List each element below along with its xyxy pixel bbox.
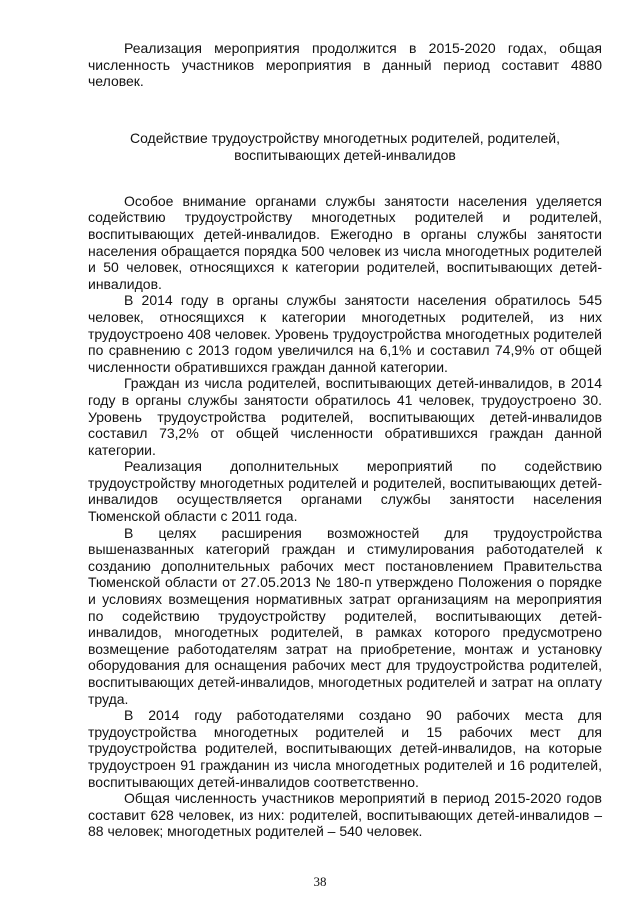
intro-paragraph: Реализация мероприятия продолжится в 2015-2020 годах, общая численность участников мероприятия в данный период составит 4880 человек.: [88, 40, 602, 90]
paragraph-additional-measures: Реализация дополнительных мероприятий по содействию трудоустройству многодетных родителей и родителей, воспитывающих детей-инвалидов осуществляется органами службы занятости населения Тюменской области с 2011 года.: [88, 458, 602, 525]
paragraph-2014-workplaces: В 2014 году работодателями создано 90 рабочих места для трудоустройства многодетных родителей и 15 рабочих мест для трудоустройства родителей, воспитывающих детей-инвалидов, на которые трудоустроен 91 гражданин из числа многодетных родителей и 16 родителей, воспитывающих детей-инвалидов соответственно.: [88, 707, 602, 790]
paragraph-special-attention: Особое внимание органами службы занятости населения уделяется содействию трудоустройству многодетных родителей и родителей, воспитывающих детей-инвалидов. Ежегодно в органы службы занятости населения обращается порядка 500 человек из числа многодетных родителей и 50 человек, относящихся к категории родителей, воспитывающих детей-инвалидов.: [88, 192, 602, 292]
section-title: [88, 130, 602, 164]
paragraph-total-participants: Общая численность участников мероприятий в период 2015-2020 годов составит 628 человек, из них: родителей, воспитывающих детей-инвалидов – 88 человек; многодетных родителей – 540 человек.: [88, 790, 602, 840]
document-page: [88, 40, 602, 840]
paragraph-2014-large-families: В 2014 году в органы службы занятости населения обратилось 545 человек, относящихся к категории многодетных родителей, из них трудоустроено 408 человек. Уровень трудоустройства многодетных родителей по сравнению с 2013 годом увеличился на 6,1% и составил 74,9% от общей численности обратившихся граждан данной категории.: [88, 292, 602, 375]
section-title-line-1: Содействие трудоустройству многодетных родителей, родителей,: [129, 129, 561, 146]
page-number: 38: [313, 874, 327, 889]
paragraph-regulation: В целях расширения возможностей для трудоустройства вышеназванных категорий граждан и стимулирования работодателей к созданию дополнительных рабочих мест постановлением Правительства Тюменской области от 27.05.2013 № 180-п утверждено Положения о порядке и условиях возмещения нормативных затрат организациям на мероприятия по содействию трудоустройству родителей, воспитывающих детей-инвалидов, многодетных родителей, в рамках которого предусмотрено возмещение работодателям затрат на приобретение, монтаж и установку оборудования для оснащения рабочих мест для трудоустройства родителей, воспитывающих детей-инвалидов, многодетных родителей и затрат на оплату труда.: [88, 524, 602, 707]
section-title-line-2: воспитывающих детей-инвалидов: [234, 146, 456, 163]
paragraph-2014-disabled-children-parents: Граждан из числа родителей, воспитывающих детей-инвалидов, в 2014 году в органы службы занятости обратилось 41 человек, трудоустроено 30. Уровень трудоустройства родителей, воспитывающих детей-инвалидов составил 73,2% от общей численности обратившихся граждан данной категории.: [88, 375, 602, 458]
